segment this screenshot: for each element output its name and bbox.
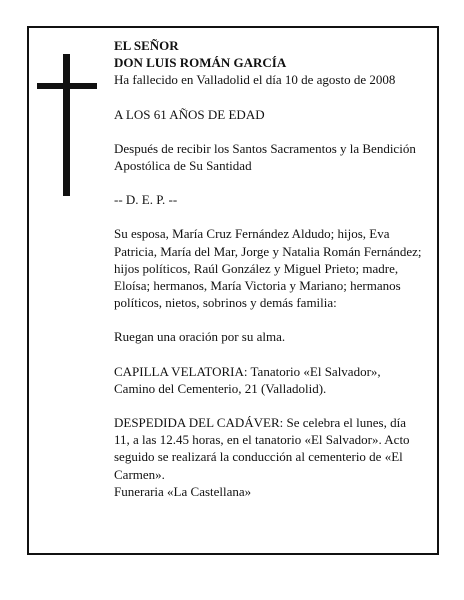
deceased-name: DON LUIS ROMÁN GARCÍA	[114, 55, 287, 71]
sacraments-paragraph: Después de recibir los Santos Sacramentos y la Bendición Apostólica de Su Santidad	[114, 140, 416, 174]
funeral-home-line: Funeraria «La Castellana»	[114, 483, 252, 499]
cross-icon	[63, 54, 70, 196]
age-line: A LOS 61 AÑOS DE EDAD	[114, 106, 265, 122]
title-line: EL SEÑOR	[114, 38, 179, 53]
death-notice: Ha fallecido en Valladolid el día 10 de agosto de 2008	[114, 72, 396, 88]
obituary-text	[114, 37, 424, 500]
chapel-paragraph: CAPILLA VELATORIA: Tanatorio «El Salvador», Camino del Cementerio, 21 (Valladolid).	[114, 363, 381, 396]
prayer-line: Ruegan una oración por su alma.	[114, 329, 286, 345]
family-paragraph: Su esposa, María Cruz Fernández Aldudo; hijos, Eva Patricia, María del Mar, Jorge y Natalia Román Fernández; hijos políticos, Raúl González y Miguel Prieto; madre, Eloísa; hermanos, María Victoria y Mariano; hermanos políticos, nietos, sobrinos y demás familia:	[114, 226, 422, 311]
rip-line: -- D. E. P. --	[114, 192, 178, 208]
farewell-paragraph: DESPEDIDA DEL CADÁVER: Se celebra el lunes, día 11, a las 12.45 horas, en el tanatorio «El Salvador». Acto seguido se realizará la conducción al cementerio de «El Carmen».	[114, 415, 410, 482]
cross-icon-bar	[37, 83, 97, 89]
